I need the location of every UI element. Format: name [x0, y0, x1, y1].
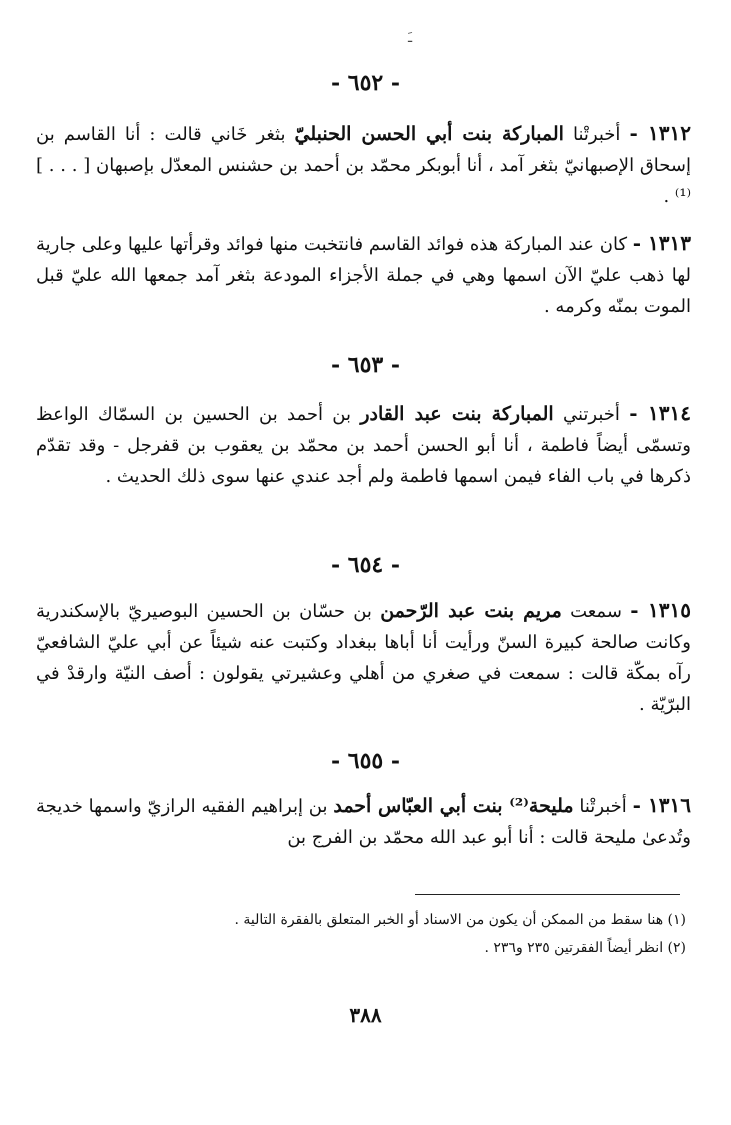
entry-name: المباركة بنت أبي الحسن الحنبليّ: [294, 123, 564, 145]
entry-name: مليحة⁽²⁾ بنت أبي العبّاس أحمد: [333, 795, 574, 817]
entry-number: ١٣١٦ -: [632, 793, 691, 817]
section-heading-653: - ٦٥٣ -: [330, 352, 401, 378]
entry-number: ١٣١٤ -: [629, 401, 692, 425]
entry-name: المباركة بنت عبد القادر: [360, 403, 554, 425]
entry-text: بن أحمد بن الحسين بن السمّاك الواعظ وتسمّى أيضاً فاطمة ، أنا أبو الحسن أحمد بن محمّد بن يعقوب بن قفرجل - وقد تقدّم ذكرها في باب الفاء فيمن اسمها فاطمة ولم أجد عندي عنها سوى ذلك الحديث .: [36, 404, 691, 487]
entry-number: ١٣١٢ -: [629, 121, 691, 145]
entry-1312: [36, 118, 691, 212]
entry-number: ١٣١٥ -: [630, 598, 691, 622]
entry-text: بثغر خَاني قالت : أنا القاسم بن إسحاق الإصبهانيّ بثغر آمد ، أنا أبوبكر محمّد بن أحمد بن حشنس المعدّل بإصبهان [ . . . ]⁽¹⁾ .: [36, 124, 691, 207]
entry-name: مريم بنت عبد الرّحمن: [380, 600, 562, 622]
section-heading-652: - ٦٥٢ -: [330, 70, 401, 96]
top-mark: ـَ: [408, 30, 413, 46]
entry-text: بن حسّان بن الحسين البوصيريّ بالإسكندرية وكانت صالحة كبيرة السنّ ورأيت أنا أباها ببغداد وكتبت عنه شيئاً عن أبي عليّ الشافعيّ رآه بمكّة قالت : سمعت في صغري من أهلي وعشيرتي يقولون : أصف النيّة وارقدْ في البرّيّة .: [36, 601, 691, 715]
entry-1315: [36, 595, 691, 720]
footnote-1: (١) هنا سقط من الممكن أن يكون من الاسناد أو الخبر المتعلق بالفقرة التالية .: [234, 912, 686, 928]
entry-1313: [36, 228, 691, 322]
entry-1316: [36, 790, 691, 853]
footnote-2: (٢) انظر أيضاً الفقرتين ٢٣٥ و٢٣٦ .: [484, 940, 686, 956]
entry-number: ١٣١٣ -: [632, 231, 691, 255]
entry-prefix: أخبرتني: [562, 404, 620, 425]
page-number: ٣٨٨: [349, 1003, 382, 1027]
section-heading-655: - ٦٥٥ -: [330, 748, 401, 774]
footnote-rule: [415, 894, 680, 895]
section-heading-654: - ٦٥٤ -: [330, 552, 401, 578]
entry-prefix: أخبرتْنا: [579, 796, 627, 817]
entry-prefix: سمعت: [570, 601, 622, 622]
entry-text: بن إبراهيم الفقيه الرازيّ واسمها خديجة وتُدعىٰ مليحة قالت : أنا أبو عبد الله محمّد بن الفرج بن: [36, 796, 691, 848]
entry-1314: [36, 398, 691, 492]
entry-text: كان عند المباركة هذه فوائد القاسم فانتخبت منها فوائد وقرأتها عليها وعلى جارية لها ذهب عليّ الآن اسمها وهي في جملة الأجزاء المودعة بثغر آمد جمعها الله عليّ قبل الموت بمنّه وكرمه .: [36, 234, 691, 317]
entry-prefix: أخبرتْنا: [572, 124, 621, 145]
